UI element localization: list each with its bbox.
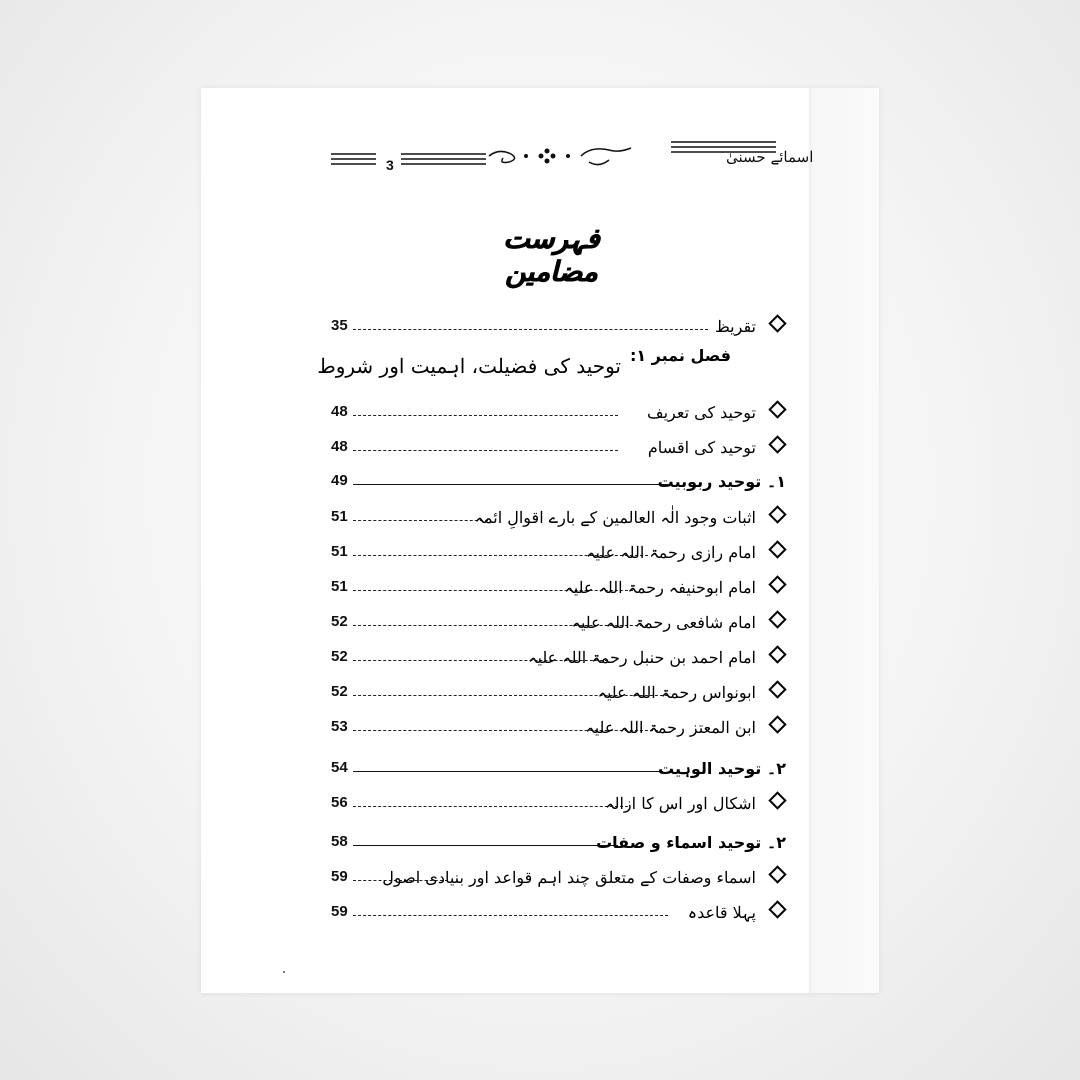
toc-leader xyxy=(353,771,663,772)
toc-entry xyxy=(331,394,786,422)
toc-entry-page: 56 xyxy=(331,794,348,811)
toc-leader xyxy=(353,484,668,485)
toc-leader xyxy=(353,520,488,521)
toc-entry-page: 49 xyxy=(331,472,348,489)
toc-entry-title: امام رازی رحمۃ اللہ علیہ xyxy=(586,543,756,562)
toc-entry-page: 51 xyxy=(331,543,348,560)
toc-leader xyxy=(353,806,628,807)
toc-heading-title: ۲۔ توحید اسماء و صفات xyxy=(596,833,786,852)
toc-entry xyxy=(331,709,786,737)
toc-entry-page: 59 xyxy=(331,903,348,920)
section-heading xyxy=(317,346,731,378)
header-ornament xyxy=(201,88,879,198)
toc-entry xyxy=(331,463,786,491)
diamond-bullet-icon xyxy=(768,540,786,558)
toc-entry-page: 51 xyxy=(331,508,348,525)
toc-entry-page: 59 xyxy=(331,868,348,885)
toc-entry xyxy=(331,639,786,667)
toc-entry-page: 52 xyxy=(331,648,348,665)
toc-entry-page: 53 xyxy=(331,718,348,735)
diamond-bullet-icon xyxy=(768,400,786,418)
diamond-bullet-icon xyxy=(768,575,786,593)
toc-leader xyxy=(353,845,618,846)
diamond-bullet-icon xyxy=(768,435,786,453)
toc-entry xyxy=(331,824,786,852)
toc-leader xyxy=(353,450,618,451)
toc-entry-title: ابونواس رحمۃ اللہ علیہ xyxy=(597,683,756,702)
page-number: 3 xyxy=(386,157,394,173)
toc-entry-title: امام شافعی رحمۃ اللہ علیہ xyxy=(571,613,756,632)
toc-entry xyxy=(331,429,786,457)
page-binding-shadow xyxy=(804,88,879,993)
running-head: اسمائے حسنیٰ xyxy=(726,148,814,166)
toc-entry-page: 58 xyxy=(331,833,348,850)
toc-entry-title: امام احمد بن حنبل رحمۃ اللہ علیہ xyxy=(528,648,756,667)
toc-leader xyxy=(353,329,708,330)
toc-entry xyxy=(331,750,786,778)
toc-entry-title: ابن المعتز رحمۃ اللہ علیہ xyxy=(585,718,756,737)
toc-heading-title: ۱۔ توحید ربوبیت xyxy=(657,472,786,491)
diamond-bullet-icon xyxy=(768,865,786,883)
toc-title: فہرست مضامین xyxy=(502,222,600,288)
toc-entry-page: 54 xyxy=(331,759,348,776)
diamond-bullet-icon xyxy=(768,791,786,809)
toc-entry xyxy=(331,569,786,597)
toc-entry xyxy=(331,894,786,922)
diamond-bullet-icon xyxy=(768,645,786,663)
toc-entry-page: 52 xyxy=(331,613,348,630)
diamond-bullet-icon xyxy=(768,715,786,733)
toc-entry-title: اشکال اور اس کا ازالہ xyxy=(605,794,756,813)
toc-entry xyxy=(331,604,786,632)
toc-entry-title: توحید کی تعریف xyxy=(647,403,756,422)
section-title: توحید کی فضیلت، اہمیت اور شروط xyxy=(317,354,621,378)
toc-entry xyxy=(331,859,786,887)
diamond-bullet-icon xyxy=(768,610,786,628)
toc-entry xyxy=(331,785,786,813)
book-page xyxy=(201,88,879,993)
diamond-bullet-icon xyxy=(768,505,786,523)
toc-leader xyxy=(353,415,618,416)
toc-entry xyxy=(331,499,786,527)
diamond-bullet-icon xyxy=(768,314,786,332)
toc-entry-title: امام ابوحنیفہ رحمۃ اللہ علیہ xyxy=(564,578,756,597)
toc-entry-title: اثبات وجود الٰہ العالمین کے بارے اقوالِ ائمہ xyxy=(474,508,756,527)
toc-entry xyxy=(331,674,786,702)
page-speck xyxy=(283,971,285,973)
diamond-bullet-icon xyxy=(768,680,786,698)
toc-heading-title: ۲۔ توحید الوہیت xyxy=(658,759,786,778)
toc-entry xyxy=(331,308,786,336)
toc-entry-title: اسماء وصفات کے متعلق چند اہم قواعد اور بنیادی اصول xyxy=(382,868,756,887)
section-label: فصل نمبر ۱: xyxy=(629,346,731,365)
toc-entry-title: توحید کی اقسام xyxy=(647,438,756,457)
toc-entry-page: 48 xyxy=(331,438,348,455)
toc-entry-page: 35 xyxy=(331,317,348,334)
toc-entry-title: پہلا قاعدہ xyxy=(687,903,756,922)
toc-entry-page: 48 xyxy=(331,403,348,420)
diamond-bullet-icon xyxy=(768,900,786,918)
toc-leader xyxy=(353,915,668,916)
toc-entry xyxy=(331,534,786,562)
toc-entry-page: 51 xyxy=(331,578,348,595)
toc-entry-page: 52 xyxy=(331,683,348,700)
toc-entry-title: تقریظ xyxy=(714,317,756,336)
